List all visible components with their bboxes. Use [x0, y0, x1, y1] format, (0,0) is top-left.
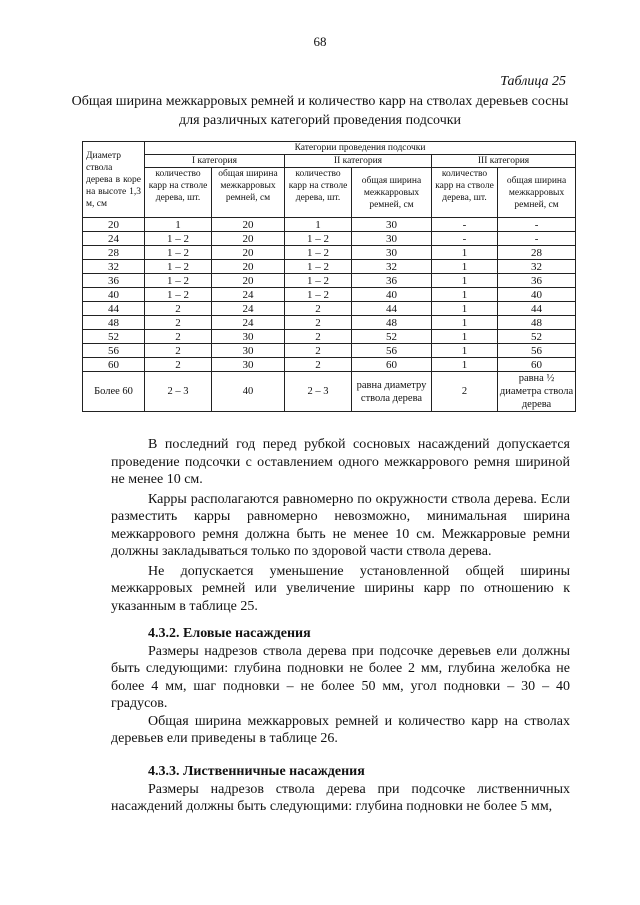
section-heading: 4.3.3. Лиственничные насаждения — [148, 764, 365, 779]
table-cell: 1 – 2 — [145, 232, 212, 246]
table-row — [83, 232, 576, 246]
table-cell: 40 — [352, 288, 432, 302]
table-cell: 52 — [83, 330, 145, 344]
paragraph: Общая ширина межкарровых ремней и количество карр на стволах деревьев ели приведены в таблице 26. — [111, 713, 570, 746]
table-row — [83, 218, 576, 232]
table-cell: 48 — [498, 316, 576, 330]
table-cell: 24 — [83, 232, 145, 246]
table-row — [83, 288, 576, 302]
table-cell: 1 – 2 — [285, 246, 352, 260]
table-cell: равна ½ диаметра ствола дерева — [498, 372, 576, 412]
table-cell: 1 — [432, 316, 498, 330]
table-cell: 1 — [432, 246, 498, 260]
table-cell: 1 — [145, 218, 212, 232]
table-cell: 1 – 2 — [145, 288, 212, 302]
table-cell: 2 – 3 — [145, 372, 212, 412]
paragraph: Карры располагаются равномерно по окружности ствола дерева. Если разместить карры равномерно невозможно, минимальная ширина межкаррового ремня должна быть не менее 10 см. Межкарровые ремни должны закладываться только по здоровой части ствола дерева. — [111, 491, 570, 559]
table-cell: 48 — [352, 316, 432, 330]
table-cell: 2 — [285, 316, 352, 330]
table-row — [83, 330, 576, 344]
table-cell: 2 — [145, 316, 212, 330]
table-cell: 60 — [498, 358, 576, 372]
table-cell: 1 – 2 — [145, 260, 212, 274]
diameter-header: Диаметр ствола дерева в коре на высоте 1,3 м, см — [83, 142, 145, 218]
table-cell: 32 — [498, 260, 576, 274]
table-cell: равна диаметру ствола дерева — [352, 372, 432, 412]
table-title: Общая ширина межкарровых ремней и количество карр на стволах деревьев сосны для различных категорий проведения подсочки — [71, 94, 569, 128]
table-cell: 2 — [432, 372, 498, 412]
table-cell: 2 — [285, 330, 352, 344]
table-cell: 32 — [352, 260, 432, 274]
table-cell: 2 — [285, 358, 352, 372]
count-header-cat1: количество карр на стволе дерева, шт. — [145, 168, 212, 218]
text-block-3 — [111, 763, 570, 816]
table-cell: 52 — [498, 330, 576, 344]
table-cell: 1 – 2 — [285, 288, 352, 302]
paragraph: Размеры надрезов ствола дерева при подсочке лиственничных насаждений должны быть следующими: глубина подновки не более 5 мм, — [111, 781, 570, 814]
width-header-cat2: общая ширина межкарровых ремней, см — [352, 168, 432, 218]
table-cell: 52 — [352, 330, 432, 344]
table-cell: 20 — [212, 218, 285, 232]
table-cell: 1 – 2 — [285, 274, 352, 288]
table-cell: 1 — [432, 344, 498, 358]
table-row — [83, 274, 576, 288]
pine-tapping-table — [82, 141, 576, 412]
table-cell: 20 — [212, 260, 285, 274]
table-cell: 2 — [285, 302, 352, 316]
table-cell: 24 — [212, 302, 285, 316]
table-cell: 28 — [498, 246, 576, 260]
table-cell: 1 — [432, 288, 498, 302]
table-cell: 20 — [212, 274, 285, 288]
category-3-header: III категория — [432, 155, 576, 168]
table-cell: 40 — [83, 288, 145, 302]
table-cell: Более 60 — [83, 372, 145, 412]
table-cell: - — [432, 218, 498, 232]
table-cell: 30 — [352, 218, 432, 232]
table-cell: 44 — [83, 302, 145, 316]
paragraph: В последний год перед рубкой сосновых насаждений допускается проведение подсочки с оставлением одного межкаррового ремня шириной не менее 10 см. — [111, 437, 570, 487]
table-row — [83, 372, 576, 412]
table-row — [83, 246, 576, 260]
table-cell: 30 — [352, 232, 432, 246]
table-cell: - — [432, 232, 498, 246]
table-row — [83, 260, 576, 274]
paragraph: Размеры надрезов ствола дерева при подсочке деревьев ели должны быть следующими: глубина подновки не более 2 мм, глубина желобка не более 4 мм, шаг подновки – не более 50 мм, угол подновки – 30 – 40 градусов. — [111, 643, 570, 711]
table-cell: 1 — [432, 302, 498, 316]
table-cell: 1 — [432, 274, 498, 288]
table-cell: 1 – 2 — [145, 246, 212, 260]
categories-header: Категории проведения подсочки — [145, 142, 576, 155]
table-cell: 30 — [212, 330, 285, 344]
table-cell: 24 — [212, 288, 285, 302]
table-row — [83, 344, 576, 358]
table-row — [83, 316, 576, 330]
table-cell: 44 — [498, 302, 576, 316]
table-cell: 30 — [212, 358, 285, 372]
page-number: 68 — [313, 34, 327, 49]
count-header-cat3: количество карр на стволе дерева, шт. — [432, 168, 498, 218]
table-cell: 40 — [212, 372, 285, 412]
table-row — [83, 302, 576, 316]
table-cell: 36 — [352, 274, 432, 288]
table-cell: - — [498, 232, 576, 246]
table-cell: 56 — [352, 344, 432, 358]
table-cell: - — [498, 218, 576, 232]
category-2-header: II категория — [285, 155, 432, 168]
table-cell: 1 — [432, 260, 498, 274]
table-body — [83, 218, 576, 412]
table-caption: Таблица 25 — [500, 74, 566, 89]
table-cell: 1 — [432, 330, 498, 344]
category-1-header: I категория — [145, 155, 285, 168]
table-cell: 36 — [498, 274, 576, 288]
table-cell: 32 — [83, 260, 145, 274]
table-cell: 60 — [352, 358, 432, 372]
table-cell: 44 — [352, 302, 432, 316]
table-cell: 30 — [352, 246, 432, 260]
table-cell: 1 – 2 — [285, 260, 352, 274]
text-block-1 — [111, 436, 570, 615]
table-cell: 1 – 2 — [285, 232, 352, 246]
width-header-cat3: общая ширина межкарровых ремней, см — [498, 168, 576, 218]
table-cell: 1 — [285, 218, 352, 232]
paragraph: Не допускается уменьшение установленной общей ширины межкарровых ремней или увеличение ширины карр по отношению к указанным в таблице 25. — [111, 563, 570, 614]
table-cell: 20 — [83, 218, 145, 232]
table-row — [83, 358, 576, 372]
table-cell: 56 — [83, 344, 145, 358]
table-cell: 2 – 3 — [285, 372, 352, 412]
table-cell: 24 — [212, 316, 285, 330]
table-cell: 20 — [212, 246, 285, 260]
table-cell: 1 – 2 — [145, 274, 212, 288]
count-header-cat2: количество карр на стволе дерева, шт. — [285, 168, 352, 218]
table-cell: 48 — [83, 316, 145, 330]
section-heading: 4.3.2. Еловые насаждения — [148, 626, 311, 641]
table-cell: 60 — [83, 358, 145, 372]
table-cell: 56 — [498, 344, 576, 358]
table-cell: 40 — [498, 288, 576, 302]
table-cell: 30 — [212, 344, 285, 358]
table-cell: 2 — [145, 330, 212, 344]
table-cell: 2 — [145, 358, 212, 372]
text-block-2 — [111, 625, 570, 748]
table-cell: 2 — [145, 302, 212, 316]
width-header-cat1: общая ширина межкарровых ремней, см — [212, 168, 285, 218]
table-cell: 36 — [83, 274, 145, 288]
table-cell: 1 — [432, 358, 498, 372]
table-cell: 20 — [212, 232, 285, 246]
table-cell: 2 — [145, 344, 212, 358]
table-cell: 28 — [83, 246, 145, 260]
table-cell: 2 — [285, 344, 352, 358]
